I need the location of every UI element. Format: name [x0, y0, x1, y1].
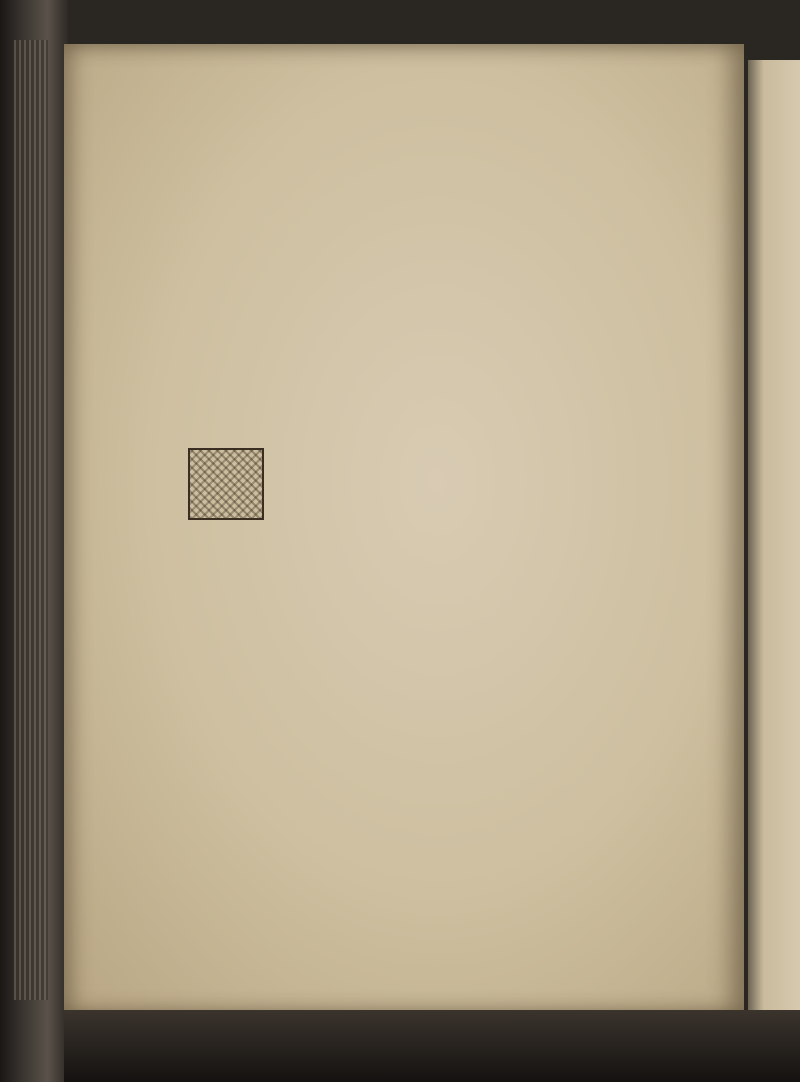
drop-cap — [188, 448, 264, 520]
book-edge-pages — [14, 40, 48, 1000]
book-page — [64, 44, 744, 1014]
background-bottom — [64, 1010, 800, 1082]
facing-page — [748, 60, 800, 1020]
book-edge-left — [0, 0, 68, 1082]
page-header — [120, 70, 720, 120]
